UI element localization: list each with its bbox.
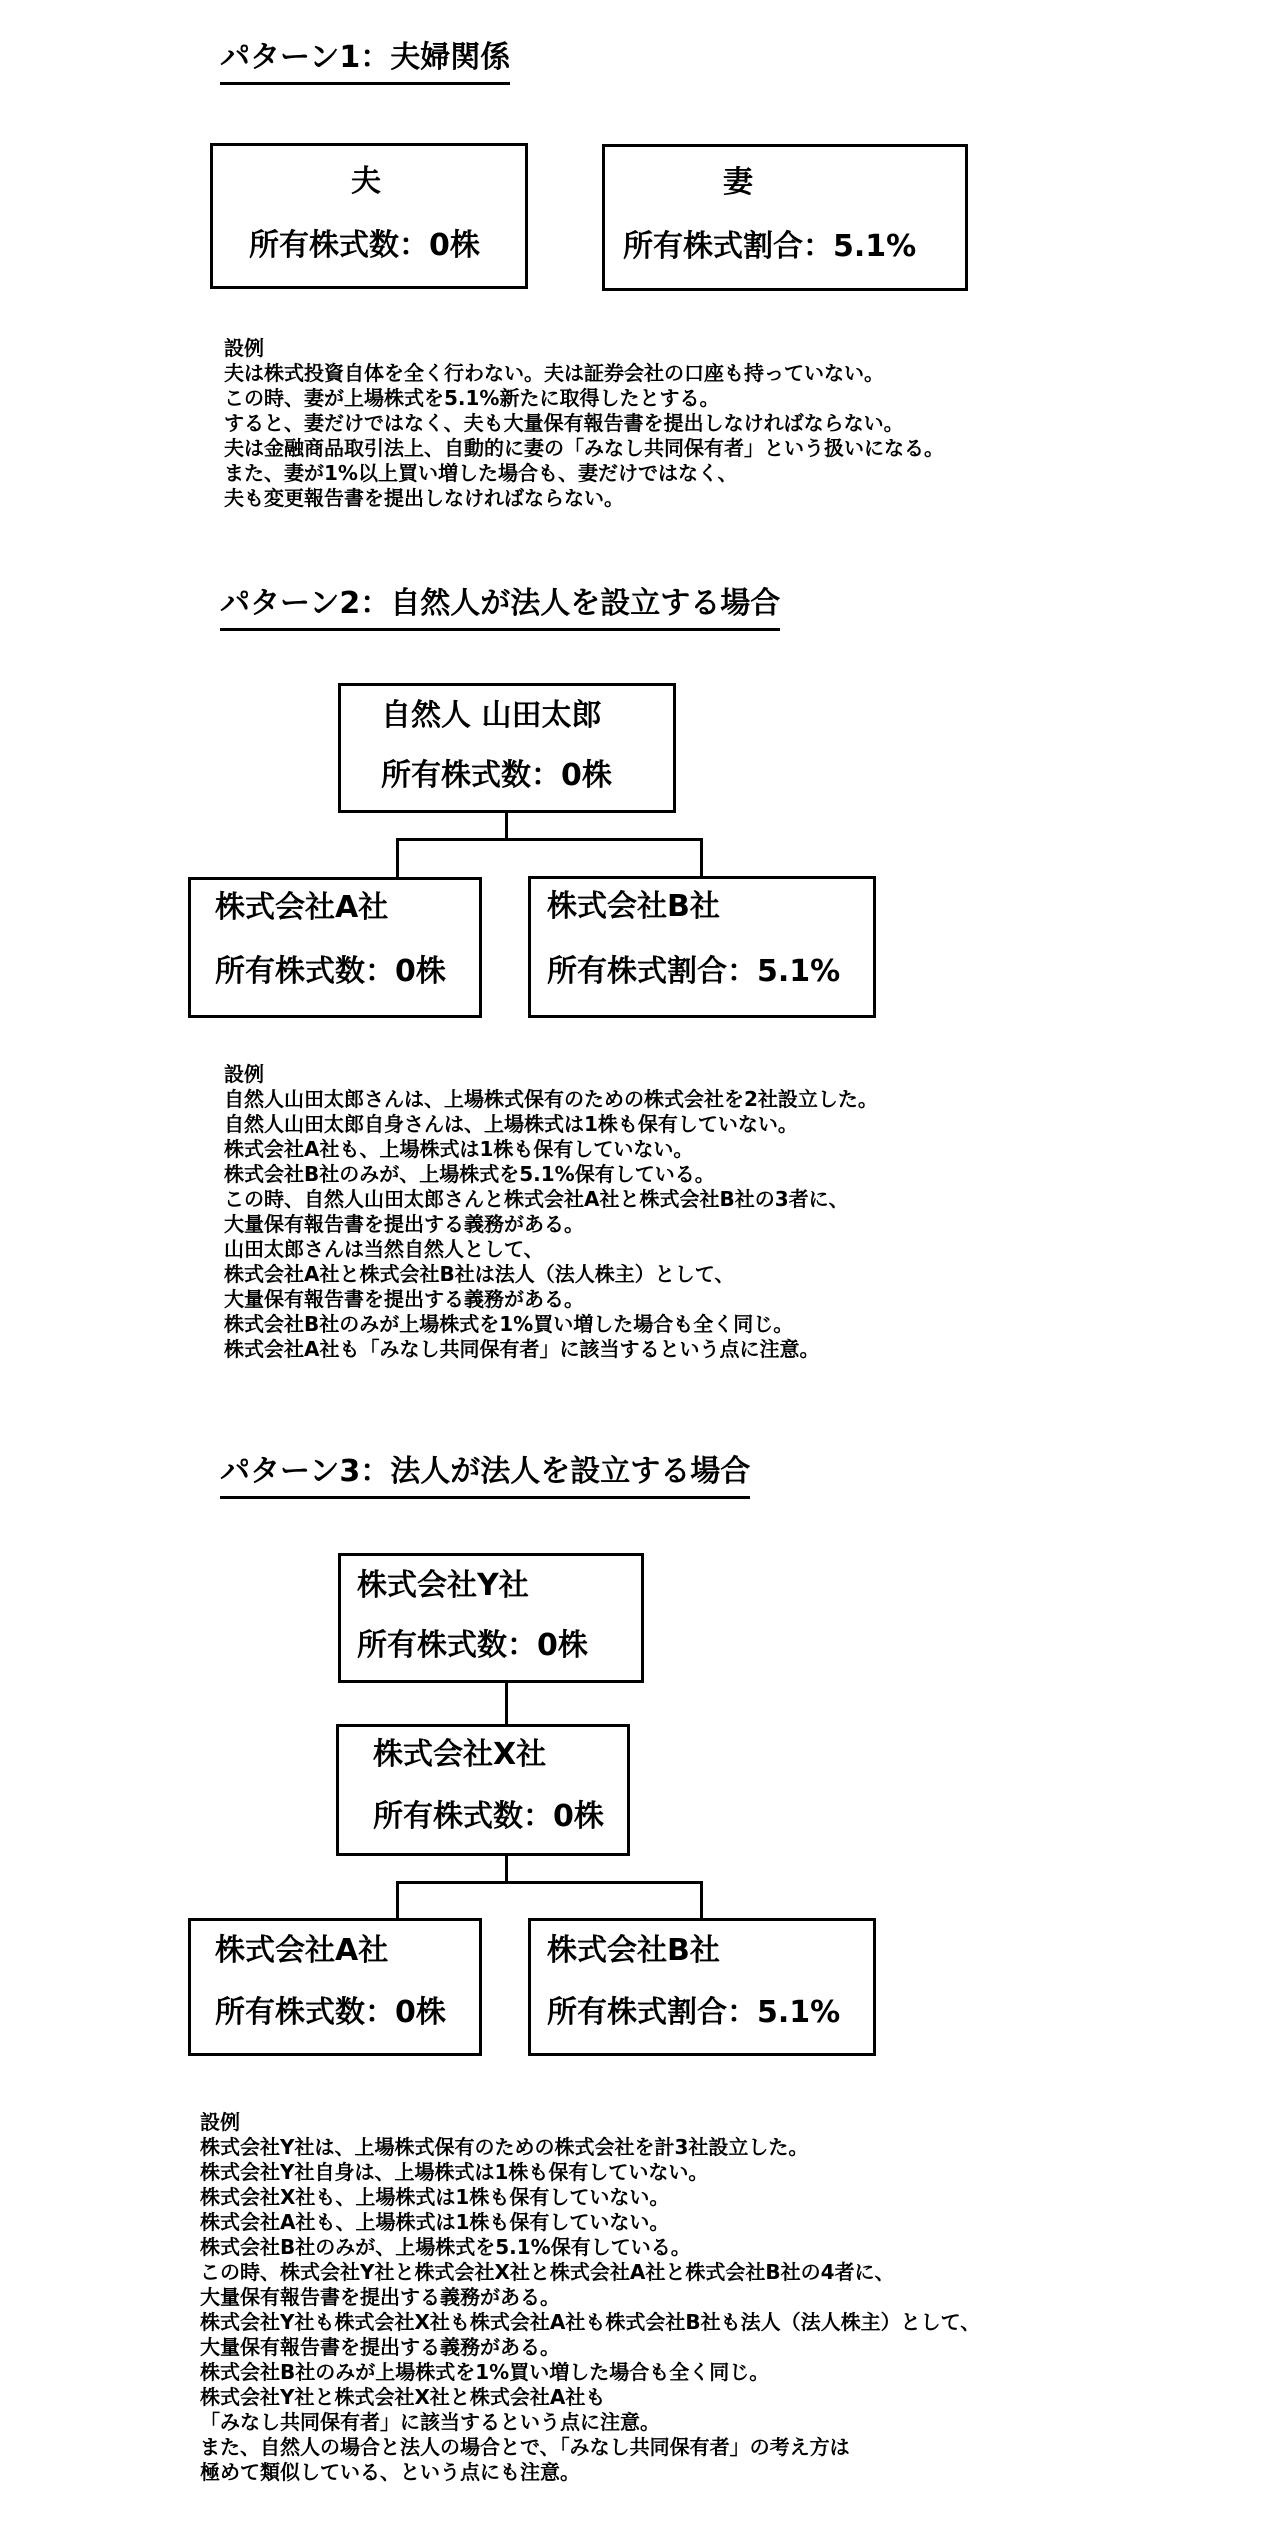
note-line: 株式会社B社のみが上場株式を1%買い増した場合も全く同じ。: [224, 1312, 794, 1336]
note-line: 株式会社Y社は、上場株式保有のための株式会社を計3社設立した。: [200, 2135, 809, 2159]
wife-box: [602, 144, 968, 291]
note-line: 夫は株式投資自体を全く行わない。夫は証券会社の口座も持っていない。: [224, 361, 884, 385]
note-line: この時、自然人山田太郎さんと株式会社A社と株式会社B社の3者に、: [224, 1187, 849, 1211]
pattern2-heading: パターン2：自然人が法人を設立する場合: [220, 584, 780, 631]
company-x-shares: 所有株式数：0株: [373, 1799, 604, 1834]
note-line: 「みなし共同保有者」に該当するという点に注意。: [200, 2410, 660, 2434]
company-x-title: 株式会社X社: [373, 1737, 547, 1772]
connector-line: [505, 813, 508, 839]
connector-line: [396, 838, 702, 841]
yamada-title: 自然人 山田太郎: [381, 698, 602, 733]
note-line: また、自然人の場合と法人の場合とで、「みなし共同保有者」の考え方は: [200, 2435, 850, 2459]
pattern1-example: [224, 336, 944, 511]
note-line: 株式会社B社のみが上場株式を1%買い増した場合も全く同じ。: [200, 2360, 770, 2384]
company-a-shares: 所有株式数：0株: [215, 1995, 446, 2030]
company-b-box: [528, 876, 876, 1018]
wife-title: 妻: [723, 165, 753, 200]
company-x-box: [336, 1724, 630, 1856]
note-line: 大量保有報告書を提出する義務がある。: [224, 1287, 584, 1311]
connector-line: [505, 1683, 508, 1725]
note-line: 株式会社Y社自身は、上場株式は1株も保有していない。: [200, 2160, 709, 2184]
note-line: この時、株式会社Y社と株式会社X社と株式会社A社と株式会社B社の4者に、: [200, 2260, 895, 2284]
note-line: 極めて類似している、という点にも注意。: [200, 2460, 580, 2484]
company-y-shares: 所有株式数：0株: [357, 1628, 588, 1663]
company-b-share-ratio: 所有株式割合：5.1%: [547, 1995, 841, 2030]
note-line: すると、妻だけではなく、夫も大量保有報告書を提出しなければならない。: [224, 411, 904, 435]
connector-line: [505, 1856, 508, 1882]
company-y-box: [338, 1553, 644, 1683]
note-line: 大量保有報告書を提出する義務がある。: [224, 1212, 584, 1236]
note-line: 株式会社B社のみが、上場株式を5.1%保有している。: [224, 1162, 715, 1186]
note-line: 株式会社A社も「みなし共同保有者」に該当するという点に注意。: [224, 1337, 820, 1361]
connector-line: [396, 1881, 702, 1884]
note-line: 株式会社A社も、上場株式は1株も保有していない。: [200, 2210, 670, 2234]
note-line: 夫は金融商品取引法上、自動的に妻の「みなし共同保有者」という扱いになる。: [224, 436, 944, 460]
husband-box: [210, 143, 528, 289]
note-line: この時、妻が上場株式を5.1%新たに取得したとする。: [224, 386, 720, 410]
connector-line: [700, 838, 703, 878]
note-line: また、妻が1%以上買い増した場合も、妻だけではなく、: [224, 461, 738, 485]
note-line: 設例: [200, 2110, 240, 2134]
note-line: 株式会社A社と株式会社B社は法人（法人株主）として、: [224, 1262, 735, 1286]
company-a-box: [188, 877, 482, 1018]
company-a-box: [188, 1918, 482, 2056]
company-b-title: 株式会社B社: [547, 1933, 720, 1968]
husband-title: 夫: [351, 164, 381, 199]
connector-line: [396, 838, 399, 878]
note-line: 設例: [224, 336, 264, 360]
note-line: 株式会社Y社も株式会社X社も株式会社A社も株式会社B社も法人（法人株主）として、: [200, 2310, 981, 2334]
yamada-box: [338, 683, 676, 813]
husband-shares: 所有株式数：0株: [249, 228, 480, 263]
company-a-title: 株式会社A社: [215, 890, 389, 925]
company-b-share-ratio: 所有株式割合：5.1%: [547, 954, 841, 989]
note-line: 株式会社B社のみが、上場株式を5.1%保有している。: [200, 2235, 691, 2259]
note-line: 株式会社Y社と株式会社X社と株式会社A社も: [200, 2385, 606, 2409]
note-line: 夫も変更報告書を提出しなければならない。: [224, 486, 624, 510]
note-line: 大量保有報告書を提出する義務がある。: [200, 2285, 560, 2309]
company-a-shares: 所有株式数：0株: [215, 954, 446, 989]
note-line: 自然人山田太郎自身さんは、上場株式は1株も保有していない。: [224, 1112, 798, 1136]
wife-share-ratio: 所有株式割合：5.1%: [623, 229, 917, 264]
pattern3-example: [200, 2110, 980, 2485]
company-y-title: 株式会社Y社: [357, 1568, 529, 1603]
note-line: 大量保有報告書を提出する義務がある。: [200, 2335, 560, 2359]
company-b-title: 株式会社B社: [547, 889, 720, 924]
yamada-shares: 所有株式数：0株: [381, 758, 612, 793]
pattern3-heading: パターン3：法人が法人を設立する場合: [220, 1452, 750, 1499]
pattern2-example: [224, 1062, 878, 1362]
pattern1-heading: パターン1：夫婦関係: [220, 38, 510, 85]
note-line: 株式会社A社も、上場株式は1株も保有していない。: [224, 1137, 694, 1161]
note-line: 山田太郎さんは当然自然人として、: [224, 1237, 544, 1261]
note-line: 設例: [224, 1062, 264, 1086]
company-b-box: [528, 1918, 876, 2056]
company-a-title: 株式会社A社: [215, 1933, 389, 1968]
note-line: 自然人山田太郎さんは、上場株式保有のための株式会社を2社設立した。: [224, 1087, 878, 1111]
connector-line: [396, 1881, 399, 1919]
connector-line: [700, 1881, 703, 1919]
note-line: 株式会社X社も、上場株式は1株も保有していない。: [200, 2185, 670, 2209]
